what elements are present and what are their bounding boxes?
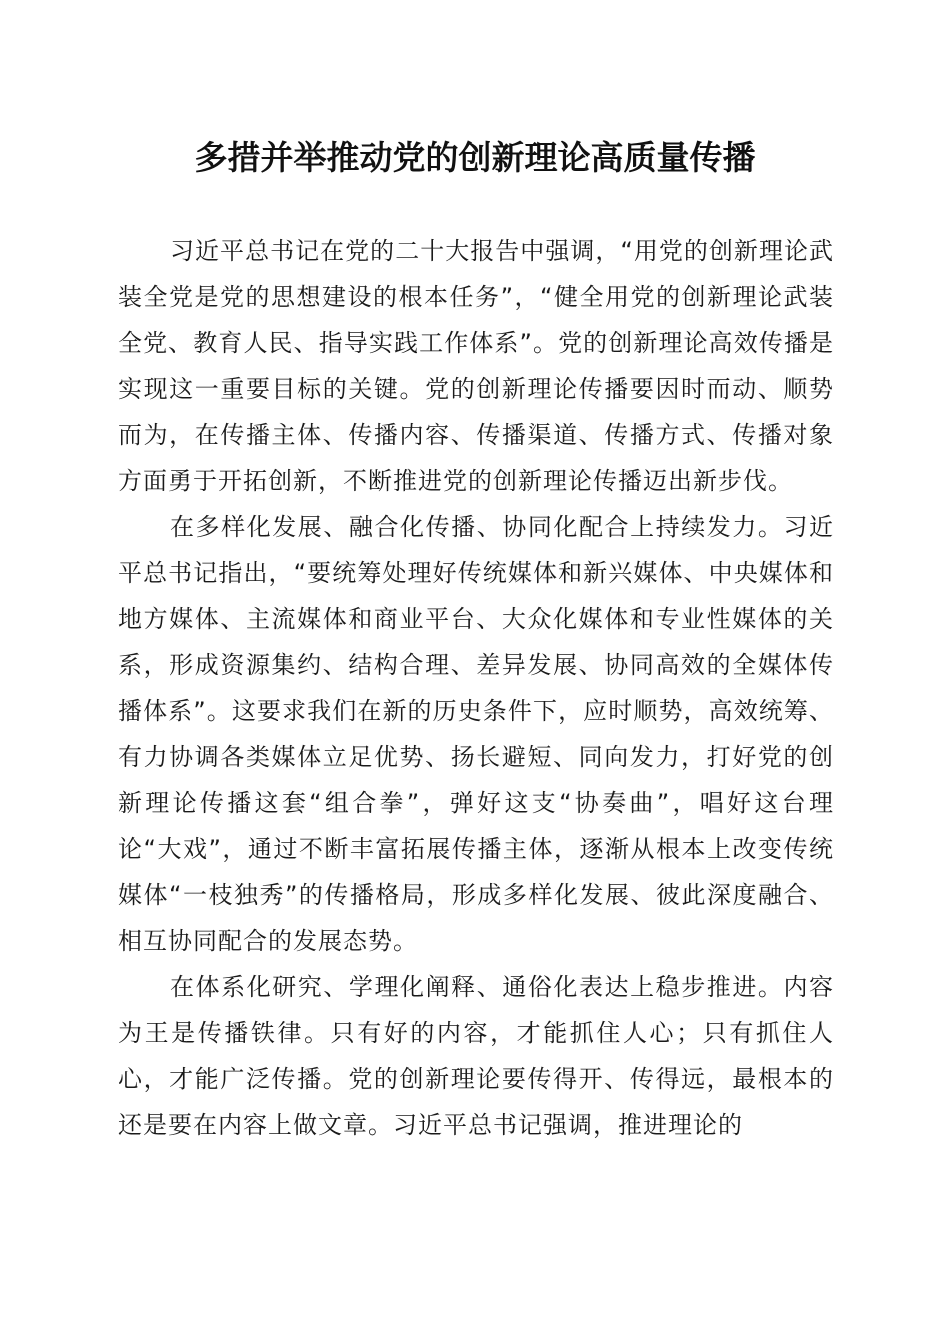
document-title: 多措并举推动党的创新理论高质量传播: [194, 138, 756, 177]
paragraph-intro: 习近平总书记在党的二十大报告中强调，“用党的创新理论武装全党是党的思想建设的根本任务”，“健全用党的创新理论武装全党、教育人民、指导实践工作体系”。党的创新理论高效传播是实现这一重要目标的关键。党的创新理论传播要因时而动、顺势而为，在传播主体、传播内容、传播渠道、传播方式、传播对象方面勇于开拓创新，不断推进党的创新理论传播迈出新步伐。: [118, 237, 834, 495]
paragraph-content-research: 在体系化研究、学理化阐释、通俗化表达上稳步推进。内容为王是传播铁律。只有好的内容，才能抓住人心；只有抓住人心，才能广泛传播。党的创新理论要传得开、传得远，最根本的还是要在内容上做文章。习近平总书记强调，推进理论的: [118, 973, 834, 1139]
paragraph-media-coordination: 在多样化发展、融合化传播、协同化配合上持续发力。习近平总书记指出，“要统筹处理好传统媒体和新兴媒体、中央媒体和地方媒体、主流媒体和商业平台、大众化媒体和专业性媒体的关系，形成资源集约、结构合理、差异发展、协同高效的全媒体传播体系”。这要求我们在新的历史条件下，应时顺势，高效统筹、有力协调各类媒体立足优势、扬长避短、同向发力，打好党的创新理论传播这套“组合拳”，弹好这支“协奏曲”，唱好这台理论“大戏”，通过不断丰富拓展传播主体，逐渐从根本上改变传统媒体“一枝独秀”的传播格局，形成多样化发展、彼此深度融合、相互协同配合的发展态势。: [118, 513, 834, 955]
document-body: [118, 228, 834, 1148]
